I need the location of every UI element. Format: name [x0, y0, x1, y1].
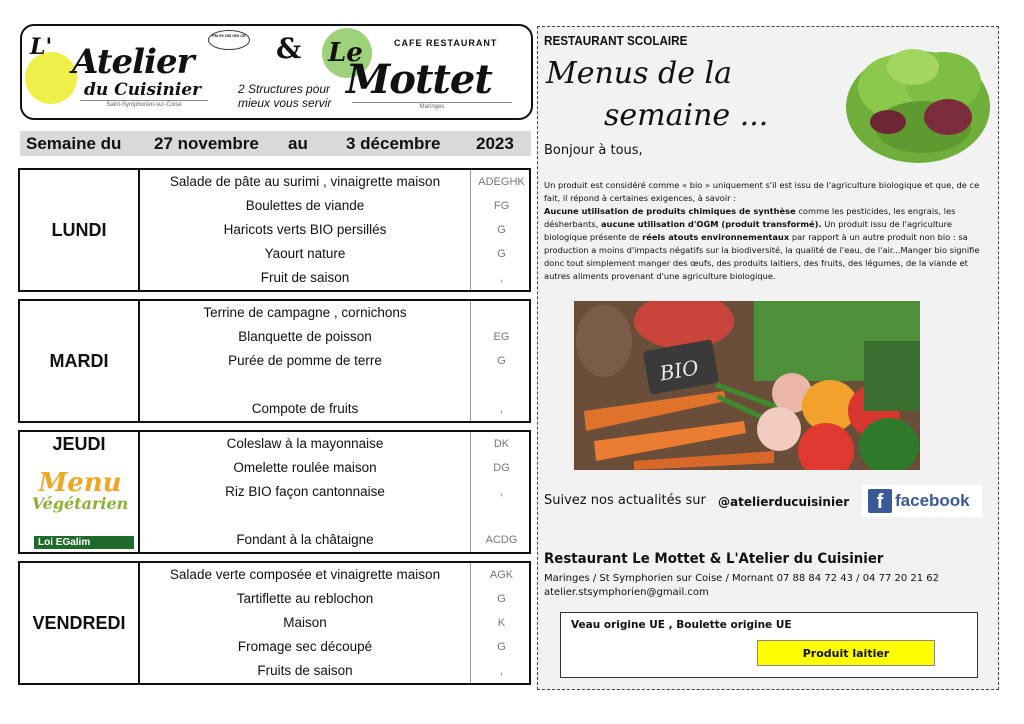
follow-us-text: Suivez nos actualités sur: [544, 493, 706, 508]
dish-lundi-3: Haricots verts BIO persillés: [223, 222, 387, 237]
week-year: 2023: [476, 134, 514, 153]
produit-laitier-label: Produit laitier: [757, 640, 935, 666]
day-name-jeudi: JEUDI: [20, 432, 140, 552]
vegetarian-word: Végétarien: [31, 494, 129, 513]
tagline: [238, 82, 331, 110]
allergen-vendredi-3: K: [470, 611, 532, 635]
menus-title-line-2: semaine ...: [604, 98, 769, 133]
certification-badge: FM 09 230 060 CE: [208, 30, 250, 50]
dish-vendredi-2: Tartiflette au reblochon: [236, 591, 374, 606]
dish-jeudi-2: Omelette roulée maison: [233, 460, 377, 475]
allergen-lundi-3: G: [470, 218, 532, 242]
day-table-jeudi: [18, 430, 531, 554]
facebook-wordmark: facebook: [895, 491, 970, 510]
bio-explanation: [544, 179, 990, 283]
dish-lundi-5: Fruit de saison: [260, 270, 350, 285]
dish-jeudi-1: Coleslaw à la mayonnaise: [226, 436, 384, 451]
allergen-lundi-1: ADEGHK: [470, 170, 532, 194]
dish-jeudi-5: Fondant à la châtaigne: [236, 532, 374, 547]
lettuce-image: [828, 27, 998, 167]
allergen-jeudi-3: ,: [470, 480, 532, 504]
allergen-lundi-5: ,: [470, 266, 532, 290]
facebook-logo[interactable]: [862, 485, 982, 517]
day-name-lundi: LUNDI: [20, 170, 140, 290]
bio-text-3: Un produit issu de l'agriculture biologique présente de: [544, 219, 953, 242]
day-table-lundi: [18, 168, 531, 292]
restaurant-scolaire-label: RESTAURANT SCOLAIRE: [544, 33, 688, 48]
menus-title-line-1: Menus de la: [546, 56, 733, 91]
allergen-mardi-1: [470, 301, 532, 325]
dish-mardi-2: Blanquette de poisson: [238, 329, 372, 344]
mottet-logo-word: Mottet: [346, 56, 492, 103]
allergen-jeudi-4: [470, 504, 532, 528]
week-start: 27 novembre: [154, 134, 259, 153]
social-handle[interactable]: @atelierducuisinier: [718, 495, 850, 509]
contact-info: [544, 572, 939, 600]
week-au: au: [288, 134, 308, 153]
week-end: 3 décembre: [346, 134, 441, 153]
dish-vendredi-4: Fromage sec découpé: [237, 639, 373, 654]
day-table-mardi: [18, 299, 531, 423]
ampersand: &: [276, 32, 302, 65]
tagline-line-1: 2 Structures pour: [238, 82, 331, 96]
allergen-vendredi-1: AGK: [470, 563, 532, 587]
vegetarian-menu-word: Menu: [38, 468, 122, 498]
cafe-restaurant-label: CAFE RESTAURANT: [394, 38, 498, 48]
allergen-vendredi-4: G: [470, 635, 532, 659]
dish-vendredi-3: Maison: [283, 615, 327, 630]
bio-text-2: comme les pesticides, les engrais, les désherbants,: [544, 206, 956, 229]
day-name-vendredi: VENDREDI: [20, 563, 140, 683]
allergen-jeudi-2: DG: [470, 456, 532, 480]
address-phones: Maringes / St Symphorien sur Coise / Mornant 07 88 84 72 43 / 04 77 20 21 62: [544, 573, 940, 584]
allergen-mardi-3: G: [470, 349, 532, 373]
vegetables-photo: [574, 301, 920, 470]
origin-box: [560, 612, 978, 678]
bio-text-1: Un produit est considéré comme « bio » uniquement s'il est issu de l'agriculture biologique et que, de ce fait, il répond à certaines exigences, à savoir :: [544, 180, 980, 203]
atelier-logo-town: Saint-Symphorien-sur-Coise: [80, 100, 208, 108]
dish-mardi-3: Purée de pomme de terre: [228, 353, 382, 368]
vegetarian-menu-logo: [26, 468, 134, 513]
day-table-vendredi: [18, 561, 531, 685]
allergen-mardi-2: EG: [470, 325, 532, 349]
tagline-line-2: mieux vous servir: [238, 96, 332, 110]
logo-banner: [20, 24, 533, 120]
bio-sign-text: BIO: [657, 355, 701, 386]
mottet-logo-town: Maringes: [352, 102, 512, 110]
day-name-mardi: MARDI: [20, 301, 140, 421]
meat-origin-text: Veau origine UE , Boulette origine UE: [571, 619, 792, 631]
dish-lundi-2: Boulettes de viande: [245, 198, 365, 213]
week-bar: [20, 131, 531, 156]
menus-title: [546, 53, 768, 137]
info-panel: [537, 26, 999, 690]
email-address[interactable]: atelier.stsymphorien@gmail.com: [544, 587, 709, 598]
mottet-logo-le: Le: [328, 38, 363, 68]
egalim-badge: Loi EGalim: [34, 536, 134, 549]
allergen-lundi-2: FG: [470, 194, 532, 218]
dish-vendredi-1: Salade verte composée et vinaigrette maison: [169, 567, 441, 582]
atelier-logo-word: Atelier: [72, 42, 194, 82]
restaurant-name: Restaurant Le Mottet & L'Atelier du Cuisinier: [544, 551, 884, 567]
atelier-logo-l: L': [30, 34, 53, 60]
atelier-logo-subtitle: du Cuisinier: [84, 80, 202, 100]
dish-mardi-5: Compote de fruits: [251, 401, 359, 416]
allergen-vendredi-5: ,: [470, 659, 532, 683]
dish-jeudi-3: Riz BIO façon cantonnaise: [225, 484, 385, 499]
dish-mardi-1: Terrine de campagne , cornichons: [203, 305, 407, 320]
week-label: Semaine du: [26, 134, 122, 153]
dish-lundi-4: Yaourt nature: [264, 246, 346, 261]
allergen-mardi-4: [470, 373, 532, 397]
bio-text-4: par rapport à un autre produit non bio : sa production a moins d'impacts négatifs sur la biodiversité, la qualité de l'eau, de l'air...Manger bio signifie donc tout simplement manger des œufs, des produits laitiers, des fruits, des légumes, de la viande et autres aliments provenant d'une agriculture biologique.: [544, 232, 980, 281]
bio-bold-1: Aucune utilisation de produits chimiques de synthèse: [544, 206, 796, 216]
allergen-jeudi-1: DK: [470, 432, 532, 456]
bio-bold-3: réels atouts environnementaux: [642, 232, 790, 242]
allergen-vendredi-2: G: [470, 587, 532, 611]
allergen-jeudi-5: ACDG: [470, 528, 532, 552]
dish-lundi-1: Salade de pâte au surimi , vinaigrette maison: [169, 174, 441, 189]
allergen-mardi-5: ,: [470, 397, 532, 421]
dish-vendredi-5: Fruits de saison: [257, 663, 353, 678]
bio-bold-2: aucune utilisation d'OGM (produit transformé).: [600, 219, 822, 229]
allergen-lundi-4: G: [470, 242, 532, 266]
greeting: Bonjour à tous,: [544, 143, 643, 158]
facebook-icon: f: [868, 489, 892, 513]
